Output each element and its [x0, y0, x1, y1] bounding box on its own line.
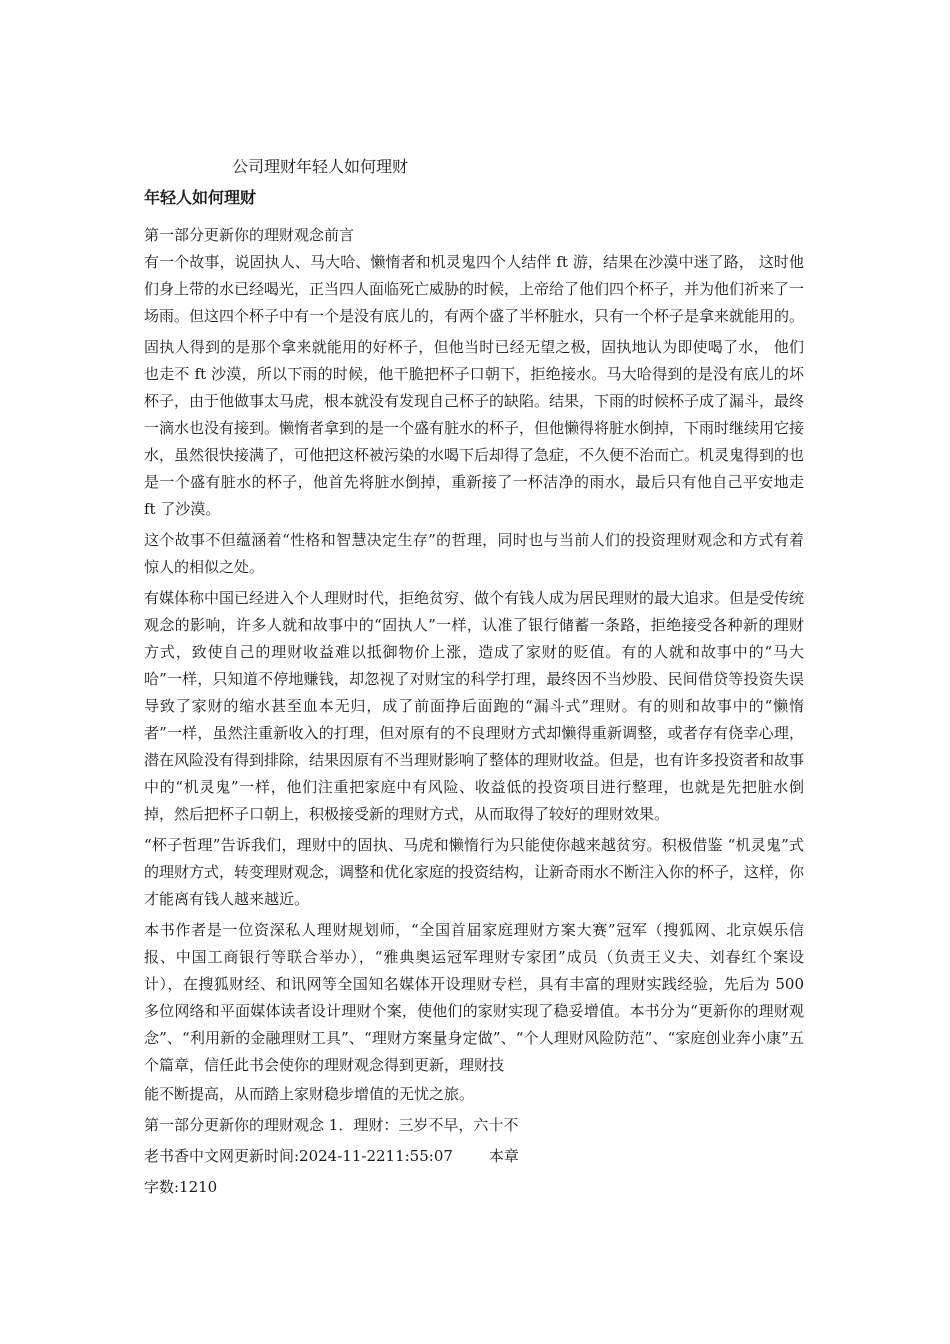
chapter-title-line: 第一部分更新你的理财观念 1．理财：三岁不早，六十不 — [144, 1116, 519, 1134]
section-heading: 第一部分更新你的理财观念前言 — [144, 226, 355, 244]
chapter-word-label: 本章 — [488, 1147, 519, 1165]
paragraph-story: 有一个故事，说固执人、马大哈、懒惰者和机灵鬼四个人结伴 ft 游，结果在沙漠中迷了路， 这时他们身上带的水已经喝光，正当四人面临死亡威胁的时候，上帝给了他们四个杯子，并为他们祈来了一场雨。但这四个杯子中有一个是没有底儿的，有两个盛了半杯脏水，只有一个杯子是拿来就能用的。 — [144, 253, 805, 325]
paragraph-cups: 固执人得到的是那个拿来就能用的好杯子，但他当时已经无望之极，固执地认为即使喝了水， 他们也走不 ft 沙漠，所以下雨的时候，他干脆把杯子口朝下，拒绝接水。马大哈得到的是没有底儿的坏杯子，由于他做事太马虎，根本就没有发现自己杯子的缺陷。结果，下雨的时候杯子成了漏斗，最终一滴水也没有接到。懒惰者拿到的是一个盛有脏水的杯子，但他懒得将脏水倒掉，下雨时继续用它接水，虽然很快接满了，可他把这杯被污染的水喝下后却得了急症，不久便不治而亡。机灵鬼得到的也是一个盛有脏水的杯子，他首先将脏水倒掉，重新接了一杯洁净的雨水，最后只有他自己平安地走 ft 了沙漠。 — [144, 338, 805, 518]
document-page — [144, 150, 804, 1203]
paragraph-moral: 这个故事不但蕴涵着“性格和智慧决定生存”的哲理，同时也与当前人们的投资理财观念和方式有着惊人的相似之处。 — [144, 531, 804, 576]
update-time-text: 老书香中文网更新时间:2024-11-2211:55:07 — [144, 1147, 453, 1165]
paragraph-media: 有媒体称中国已经进入个人理财时代，拒绝贫穷、做个有钱人成为居民理财的最大追求。但是受传统观念的影响，许多人就和故事中的“固执人”一样，认准了银行储蓄一条路，拒绝接受各种新的理财方式，致使自己的理财收益难以抵御物价上涨，造成了家财的贬值。有的人就和故事中的“马大哈”一样，只知道不停地赚钱，却忽视了对财宝的科学打理，最终因不当炒股、民间借贷等投资失误导致了家财的缩水甚至血本无归，成了前面挣后面跑的“漏斗式”理财。有的则和故事中的“懒惰者”一样，虽然注重新收入的打理，但对原有的不良理财方式却懒得重新调整，或者存有侥幸心理，潜在风险没有得到排除，结果因原有不当理财影响了整体的理财收益。但是，也有许多投资者和故事中的“机灵鬼”一样，他们注重把家庭中有风险、收益低的投资项目进行整理，也就是先把脏水倒掉，然后把杯子口朝上，积极接受新的理财方式，从而取得了较好的理财效果。 — [144, 589, 805, 823]
document-title: 公司理财年轻人如何理财 — [232, 157, 409, 176]
update-time-line — [144, 1141, 804, 1172]
paragraph-author: 本书作者是一位资深私人理财规划师，“全国首届家庭理财方案大赛”冠军（搜狐网、北京娱乐信报、中国工商银行等联合举办），“雅典奥运冠军理财专家团”成员（负责王义夫、刘春红个案设计），在搜狐财经、和讯网等全国知名媒体开设理财专栏，具有丰富的理财实践经验，先后为 500 多位网络和平面媒体读者设计理财个案，使他们的家财实现了稳妥增值。本书分为“更新你的理财观念”、“利用新的金融理财工具”、“理财方案量身定做”、“个人理财风险防范”、“家庭创业奔小康”五个篇章，信任此书会使你的理财观念得到更新，理财技 — [144, 921, 804, 1074]
word-count-line: 字数:1210 — [144, 1178, 218, 1196]
document-subtitle: 年轻人如何理财 — [144, 188, 257, 207]
paragraph-cup-philosophy: “杯子哲理”告诉我们，理财中的固执、马虎和懒惰行为只能使你越来越贫穷。积极借鉴 “机灵鬼”式的理财方式，转变理财观念，调整和优化家庭的投资结构，让新奇雨水不断注入你的杯子，这样，你才能离有钱人越来越近。 — [144, 836, 805, 908]
paragraph-closing: 能不断提高，从而踏上家财稳步增值的无忧之旅。 — [144, 1085, 475, 1103]
